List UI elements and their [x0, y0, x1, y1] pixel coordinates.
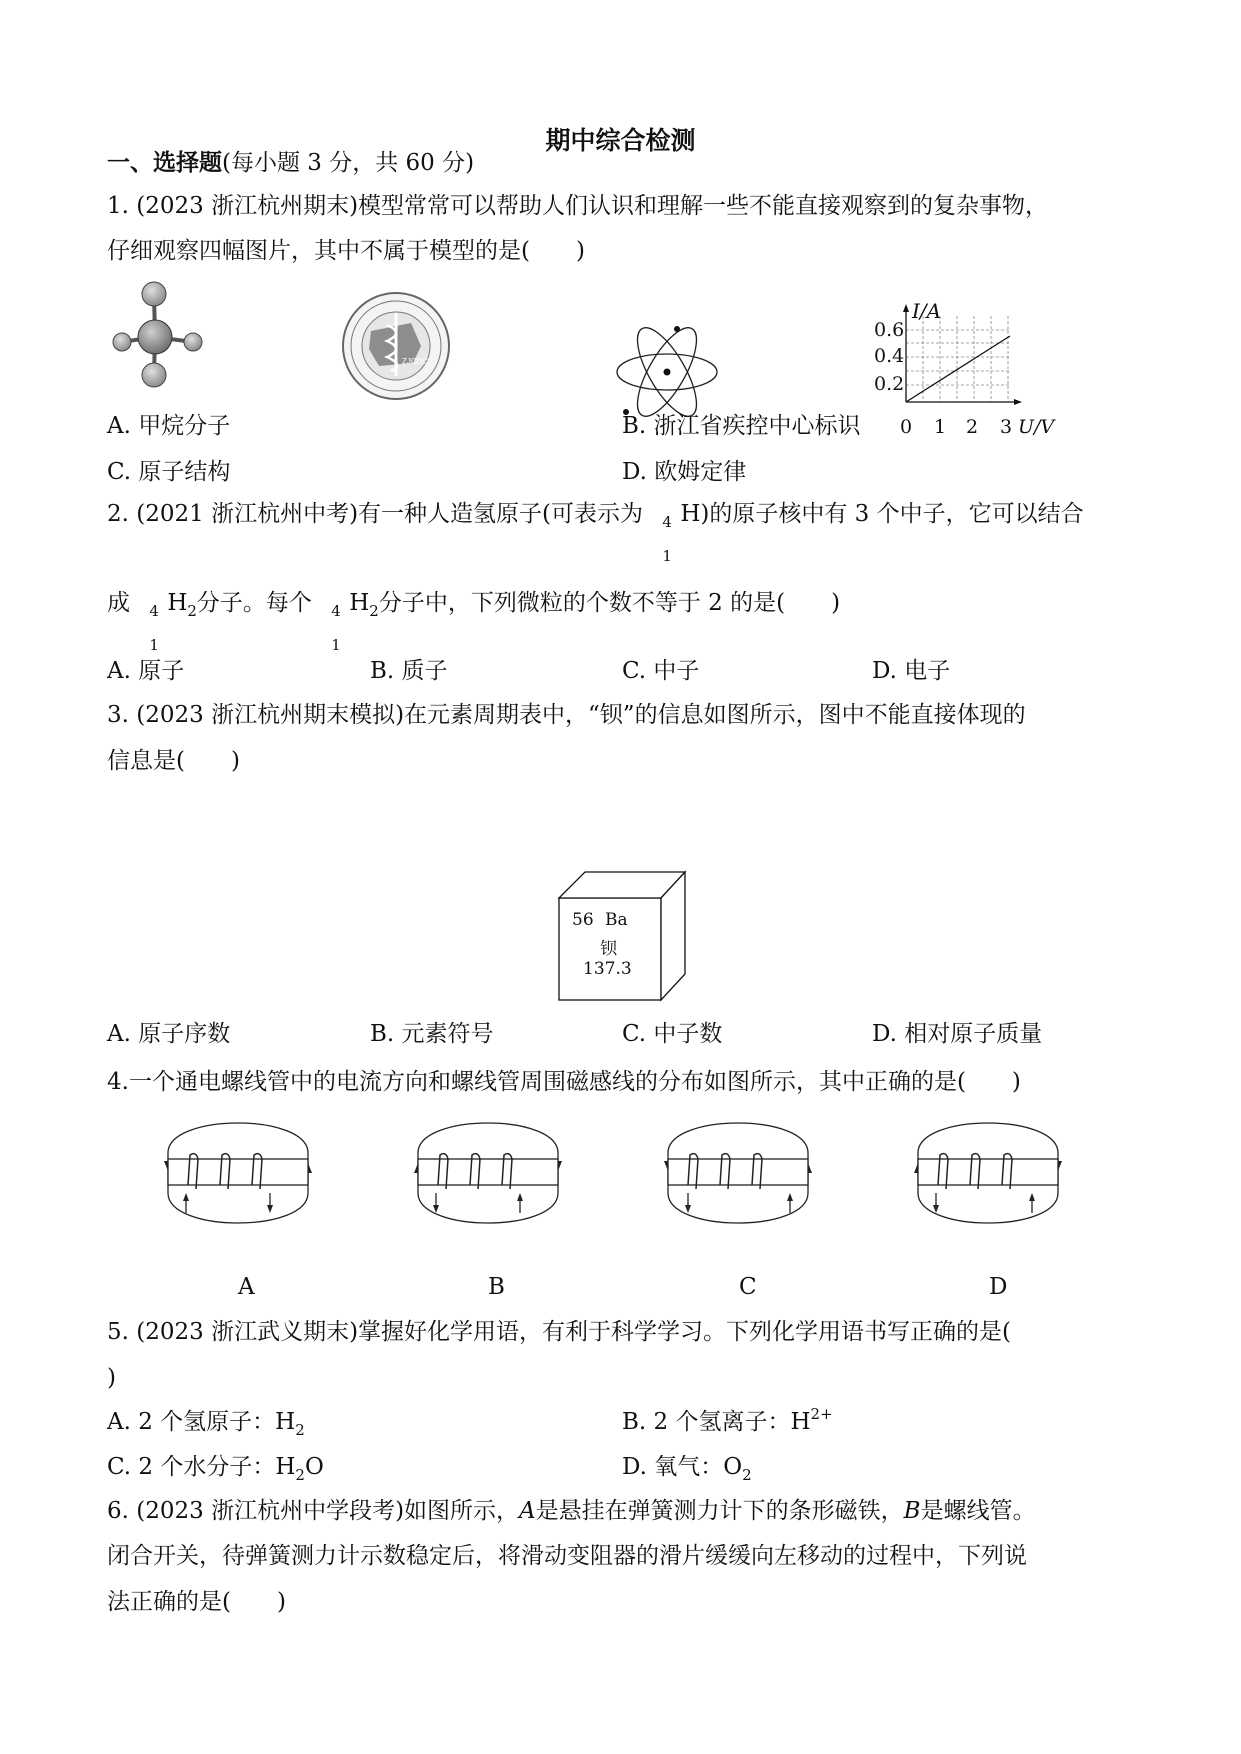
- q4-label-b[interactable]: B: [488, 1274, 505, 1300]
- q1-line1: 1. (2023 浙江杭州期末)模型常常可以帮助人们认识和理解一些不能直接观察到的复杂事物，: [107, 193, 1049, 219]
- element-mass: 137.3: [583, 959, 632, 979]
- graph-y-tick: 0.2: [874, 373, 905, 395]
- section-heading: [107, 148, 474, 178]
- q5-option-b[interactable]: B. 2 个氢离子：$H^{2+}$: [622, 1405, 833, 1435]
- section-heading-bold: 一、选择题: [107, 149, 222, 176]
- q1-option-a[interactable]: A. 甲烷分子: [107, 413, 231, 439]
- q2-option-d[interactable]: D. 电子: [872, 658, 951, 684]
- graph-x-tick: 0: [900, 416, 913, 438]
- element-cell-box: [557, 870, 697, 1002]
- q5-line2: ): [107, 1365, 116, 1391]
- zjcdc-logo-figure: [341, 291, 451, 401]
- q1-option-c[interactable]: C. 原子结构: [107, 459, 231, 485]
- isotope-notation: 4 1: [331, 602, 341, 654]
- q5-option-d[interactable]: D. 氧气：$O_2$: [622, 1454, 752, 1484]
- svg-text:· · · · · · · ·: · · · · · · · ·: [369, 297, 394, 311]
- q3-option-c[interactable]: C. 中子数: [622, 1021, 723, 1047]
- element-atomic-number: 56: [572, 910, 594, 930]
- q6-line2: 闭合开关，待弹簧测力计示数稳定后，将滑动变阻器的滑片缓缓向左移动的过程中，下列说: [107, 1543, 1027, 1569]
- graph-x-tick: 3: [1000, 416, 1013, 438]
- solenoid-figure-c: [648, 1113, 828, 1233]
- q1-option-d[interactable]: D. 欧姆定律: [622, 459, 747, 485]
- solenoid-figure-a: [148, 1113, 328, 1233]
- methane-model-figure: [108, 280, 208, 390]
- q5-option-c[interactable]: C. 2 个水分子：$H_2O$: [107, 1454, 324, 1484]
- q4-label-d[interactable]: D: [989, 1274, 1008, 1300]
- graph-y-tick: 0.6: [874, 319, 905, 341]
- q3-option-b[interactable]: B. 元素符号: [370, 1021, 494, 1047]
- graph-x-label: U/V: [1018, 416, 1055, 438]
- q6-line3: 法正确的是( ): [107, 1589, 286, 1615]
- q1-option-b[interactable]: B. 浙江省疾控中心标识: [622, 413, 861, 439]
- logo-text: ZJCDC: [402, 357, 429, 366]
- element-symbol: Ba: [605, 910, 628, 930]
- element-name: 钡: [600, 939, 617, 959]
- q3-option-d[interactable]: D. 相对原子质量: [872, 1021, 1043, 1047]
- q2-option-b[interactable]: B. 质子: [370, 658, 448, 684]
- q2-option-c[interactable]: C. 中子: [622, 658, 700, 684]
- q5-option-a[interactable]: A. 2 个氢原子：$H_2$: [107, 1409, 305, 1439]
- page-title: 期中综合检测: [545, 126, 696, 155]
- solenoid-figure-b: [398, 1113, 578, 1233]
- isotope-notation: 4 1: [149, 602, 159, 654]
- q3-line2: 信息是( ): [107, 748, 240, 774]
- q4-label-c[interactable]: C: [739, 1274, 757, 1300]
- q1-line2: 仔细观察四幅图片，其中不属于模型的是( ): [107, 238, 585, 264]
- q2-line1: 2. (2021 浙江杭州中考)有一种人造氢原子(可表示为 4 1 H)的原子核中有 3 个中子，它可以结合: [107, 501, 1084, 565]
- section-heading-rest: (每小题 3 分，共 60 分): [222, 150, 475, 176]
- graph-y-label: I/A: [912, 299, 942, 323]
- q3-line1: 3. (2023 浙江杭州期末模拟)在元素周期表中，“钡”的信息如图所示，图中不能直接体现的: [107, 702, 1026, 728]
- atom-model-figure: [612, 322, 722, 422]
- q2-line2: 成 4 1 $H_2$分子。每个 4 1 $H_2$分子中，下列微粒的个数不等于 2 的是( ): [107, 590, 841, 654]
- q2-option-a[interactable]: A. 原子: [107, 658, 185, 684]
- q4-line1: 4.一个通电螺线管中的电流方向和螺线管周围磁感线的分布如图所示，其中正确的是( ): [107, 1069, 1021, 1095]
- solenoid-figure-d: [898, 1113, 1078, 1233]
- q6-line1: 6. (2023 浙江杭州中学段考)如图所示，A是悬挂在弹簧测力计下的条形磁铁，B是螺线管。: [107, 1498, 1036, 1524]
- q4-label-a[interactable]: A: [238, 1274, 255, 1300]
- ohms-law-graph: [860, 299, 1060, 442]
- q5-line1: 5. (2023 浙江武义期末)掌握好化学用语，有利于科学学习。下列化学用语书写正确的是(: [107, 1319, 1012, 1345]
- isotope-notation: 4 1: [662, 513, 672, 565]
- graph-x-tick: 2: [966, 416, 979, 438]
- q3-option-a[interactable]: A. 原子序数: [107, 1021, 231, 1047]
- element-cell-figure: [557, 870, 697, 1002]
- graph-y-tick: 0.4: [874, 345, 905, 367]
- graph-x-tick: 1: [934, 416, 947, 438]
